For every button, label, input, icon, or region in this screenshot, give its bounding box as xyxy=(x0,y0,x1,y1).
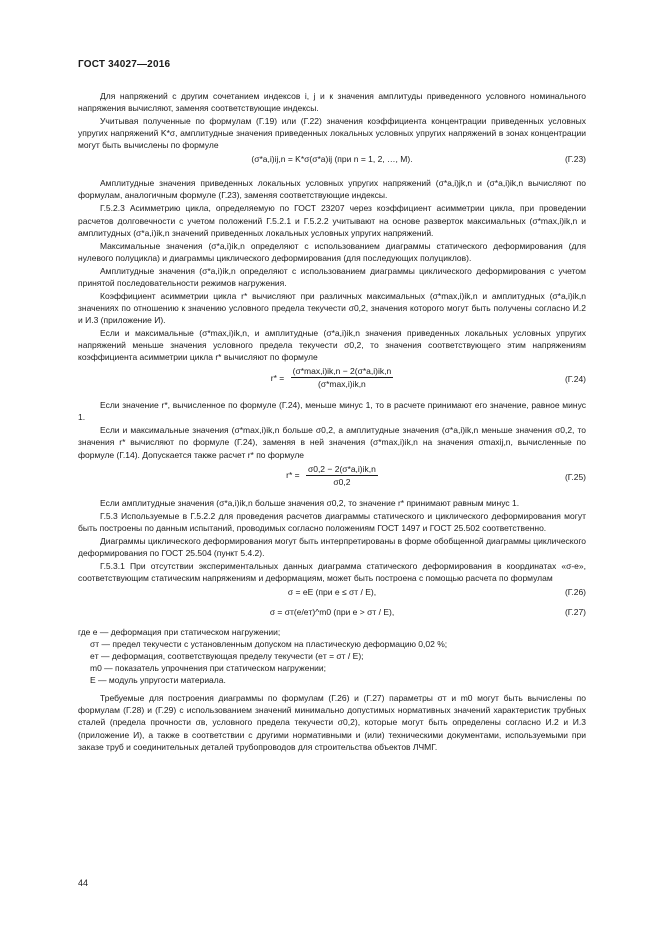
paragraph: Если и максимальные значения (σ*max,i)ik,n больше σ0,2, а амплитудные значения (σ*a,i)ik,n меньше значения σ0,2, то значения r* вычисляют по формуле (Г.24), заменяя в ней значения (σ*max,i)ik,n на значения σmaxij,n, вычисленные по формуле (Г.14). Допускается также расчет r* по формуле xyxy=(78,425,586,460)
formula-lhs: r* = xyxy=(270,372,285,383)
paragraph: Диаграммы циклического деформирования могут быть интерпретированы в форме обобщенной диаграммы циклического деформирования по ГОСТ 25.504 (пункт 5.4.2). xyxy=(78,535,586,558)
fraction-numerator: σ0,2 − 2(σ*a,i)ik,n xyxy=(306,463,378,476)
formula-g23 xyxy=(78,153,586,175)
formula-lhs: r* = xyxy=(286,470,300,481)
paragraph: Если и максимальные (σ*max,i)ik,n, и амплитудные (σ*a,i)ik,n значения приведенных локальных условных упругих напряжений меньше значения условного предела текучести σ0,2, то значения соответствующего этим напряжениям коэффициента асимметрии цикла r* вычисляют по формуле xyxy=(78,328,586,363)
formula-number: (Г.24) xyxy=(564,374,586,385)
definition-item: E — модуль упругости материала. xyxy=(90,675,226,686)
definition-item: σт — предел текучести с установленным допуском на пластическую деформацию 0,02 %; xyxy=(90,639,448,650)
paragraph: Учитывая полученные по формулам (Г.19) или (Г.22) значения коэффициента концентрации приведенных условных упругих напряжений K*σ, амплитудные значения приведенных локальных условных упругих напряжений в зонах концентрации могут быть вычислены по формуле xyxy=(78,116,586,151)
document-header: ГОСТ 34027—2016 xyxy=(78,59,171,70)
definition-item: где e — деформация при статическом нагружении; xyxy=(78,627,281,637)
definition-item: eт — деформация, соответствующая пределу текучести (eт = σт / E); xyxy=(90,651,364,662)
formula-g26 xyxy=(78,586,586,604)
paragraph: Амплитудные значения (σ*a,i)ik,n определяют с использованием диаграммы циклического деформирования с учетом принятой последовательности режимов нагружения. xyxy=(78,265,586,288)
fraction xyxy=(291,365,394,390)
fraction-numerator: (σ*max,i)ik,n − 2(σ*a,i)ik,n xyxy=(291,365,394,378)
paragraph: Максимальные значения (σ*a,i)ik,n определяют с использованием диаграммы статического деформирования (для нулевого полуцикла) и диаграммы циклического деформирования (для последующих полуциклов). xyxy=(78,240,586,263)
paragraph: Требуемые для построения диаграммы по формулам (Г.26) и (Г.27) параметры σт и m0 могут быть вычислены по формулам (Г.28) и (Г.29) с использованием значений минимально допустимых нормативных значений характеристик трубных сталей (предела прочности σв, условного предела текучести σ0,2), которые могут быть определены согласно И.2 и И.3 (приложение И), а также в соответствии с другими нормативными и (или) техническими документами, используемыми при заказе труб и соединительных деталей трубопроводов для строительства объектов ЛЧМГ. xyxy=(78,693,586,752)
formula-number: (Г.27) xyxy=(564,607,586,617)
paragraph: Коэффициент асимметрии цикла r* вычисляют при различных максимальных (σ*max,i)ik,n и амплитудных (σ*a,i)ik,n значениях по отношению к значению условного предела текучести σ0,2, значения которого могут быть получены согласно И.2 и И.3 (приложение И). xyxy=(78,290,586,325)
paragraph: Амплитудные значения приведенных локальных условных упругих напряжений (σ*a,i)jk,n и (σ*a,i)ik,n вычисляют по формулам, аналогичным формуле (Г.23), заменяя соответствующие индексы. xyxy=(78,178,586,201)
fraction-denominator: σ0,2 xyxy=(333,476,351,487)
paragraph: Г.5.3 Используемые в Г.5.2.2 для проведения расчетов диаграммы статического и циклического деформирования могут быть построены по данным испытаний, проводимых согласно положениям ГОСТ 1497 и ГОСТ 25.502 соответственно. xyxy=(78,510,586,533)
formula-g24 xyxy=(78,365,586,397)
fraction-denominator: (σ*max,i)ik,n xyxy=(318,379,366,390)
formula-expression: σ = eE (при e ≤ σт / E), xyxy=(287,587,377,597)
paragraph: Если значение r*, вычисленное по формуле (Г.24), меньше минус 1, то в расчете принимают его значение, равное минус 1. xyxy=(78,400,586,423)
paragraph: Г.5.3.1 При отсутствии экспериментальных данных диаграмма статического деформирования в координатах «σ-e», соответствующим статическим напряжениям и деформациям, может быть построена с помощью расчета по формулам xyxy=(78,560,586,583)
formula-g25 xyxy=(78,463,586,495)
paragraph: Если амплитудные значения (σ*a,i)ik,n больше значения σ0,2, то значение r* принимают равным минус 1. xyxy=(100,497,520,508)
paragraph: Для напряжений с другим сочетанием индексов i, j и к значения амплитуды приведенного условного номинального напряжения вычисляют, заменяя соответствующие индексы. xyxy=(78,91,586,114)
page-number: 44 xyxy=(78,878,89,888)
paragraph: Г.5.2.3 Асимметрию цикла, определяемую по ГОСТ 23207 через коэффициент асимметрии цикла, при проведении расчетов долговечности с учетом положений Г.5.2.1 и Г.5.2.2 учитывают на основе разверток максимальных (σ*max,i)ik,n и амплитудных (σ*a,i)ik,n значений приведенных локальных условных упругих напряжений. xyxy=(78,203,586,238)
formula-number: (Г.23) xyxy=(564,154,586,165)
definition-item: m0 — показатель упрочнения при статическом нагружении; xyxy=(90,663,326,674)
formula-number: (Г.25) xyxy=(564,471,586,482)
page-body xyxy=(78,90,586,754)
formula-expression: (σ*a,i)ij,n = K*σ(σ*a)ij (при n = 1, 2, …, M). xyxy=(251,154,413,165)
fraction xyxy=(306,463,378,488)
formula-expression: σ = σт(e/eт)^m0 (при e > σт / E), xyxy=(269,607,395,617)
formula-g27 xyxy=(78,606,586,624)
formula-number: (Г.26) xyxy=(564,587,586,597)
